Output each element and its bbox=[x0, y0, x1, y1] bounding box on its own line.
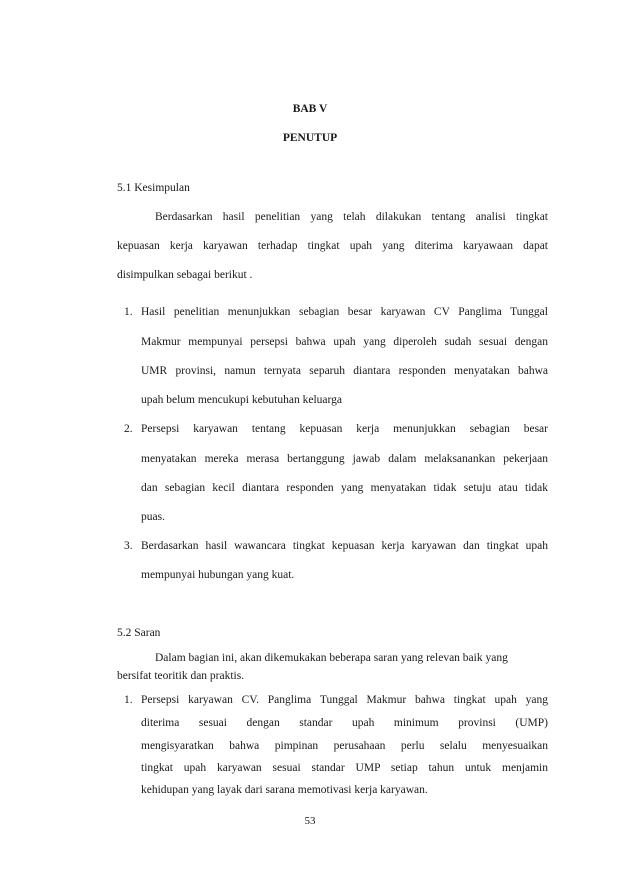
list-number: 3. bbox=[124, 540, 133, 552]
section-heading-saran: 5.2 Saran bbox=[117, 627, 161, 639]
page-number: 53 bbox=[304, 815, 316, 827]
section-heading-kesimpulan: 5.1 Kesimpulan bbox=[117, 182, 190, 194]
list-item-line: menyatakan mereka merasa bertanggung jawab dalam melaksanankan pekerjaan bbox=[141, 453, 548, 465]
list-item-line: mempunyai hubungan yang kuat. bbox=[141, 569, 295, 581]
list-item-line: mengisyaratkan bahwa pimpinan perusahaan perlu selalu menyesuaikan bbox=[141, 740, 548, 752]
list-item-line: kehidupan yang layak dari sarana memotivasi kerja karyawan. bbox=[141, 784, 428, 796]
paragraph-line: kepuasan kerja karyawan terhadap tingkat upah yang diterima karyawaan dapat bbox=[117, 240, 548, 252]
list-item-line: upah belum mencukupi kebutuhan keluarga bbox=[141, 394, 342, 406]
list-number: 1. bbox=[124, 306, 133, 318]
list-item-line: Hasil penelitian menunjukkan sebagian besar karyawan CV Panglima Tunggal bbox=[141, 306, 548, 318]
paragraph-line: bersifat teoritik dan praktis. bbox=[117, 670, 245, 682]
list-number: 1. bbox=[124, 694, 133, 706]
chapter-subtitle: PENUTUP bbox=[282, 132, 338, 144]
paragraph-line: Dalam bagian ini, akan dikemukakan beberapa saran yang relevan baik yang bbox=[155, 652, 508, 664]
list-item-line: Persepsi karyawan CV. Panglima Tunggal Makmur bahwa tingkat upah yang bbox=[141, 694, 548, 706]
chapter-title: BAB V bbox=[292, 103, 328, 115]
list-item-line: Persepsi karyawan tentang kepuasan kerja menunjukkan sebagian besar bbox=[141, 423, 548, 435]
paragraph-line: disimpulkan sebagai berikut . bbox=[117, 269, 253, 281]
list-item-line: tingkat upah karyawan sesuai standar UMP setiap tahun untuk menjamin bbox=[141, 762, 548, 774]
list-item-line: Berdasarkan hasil wawancara tingkat kepuasan kerja karyawan dan tingkat upah bbox=[141, 540, 548, 552]
list-item-line: dan sebagian kecil diantara responden yang menyatakan tidak setuju atau tidak bbox=[141, 482, 548, 494]
paragraph-line: Berdasarkan hasil penelitian yang telah dilakukan tentang analisi tingkat bbox=[155, 211, 548, 223]
list-item-line: Makmur mempunyai persepsi bahwa upah yang diperoleh sudah sesuai dengan bbox=[141, 336, 548, 348]
list-number: 2. bbox=[124, 423, 133, 435]
list-item-line: puas. bbox=[141, 511, 165, 523]
list-item-line: diterima sesuai dengan standar upah minimum provinsi (UMP) bbox=[141, 717, 548, 729]
list-item-line: UMR provinsi, namun ternyata separuh diantara responden menyatakan bahwa bbox=[141, 365, 548, 377]
